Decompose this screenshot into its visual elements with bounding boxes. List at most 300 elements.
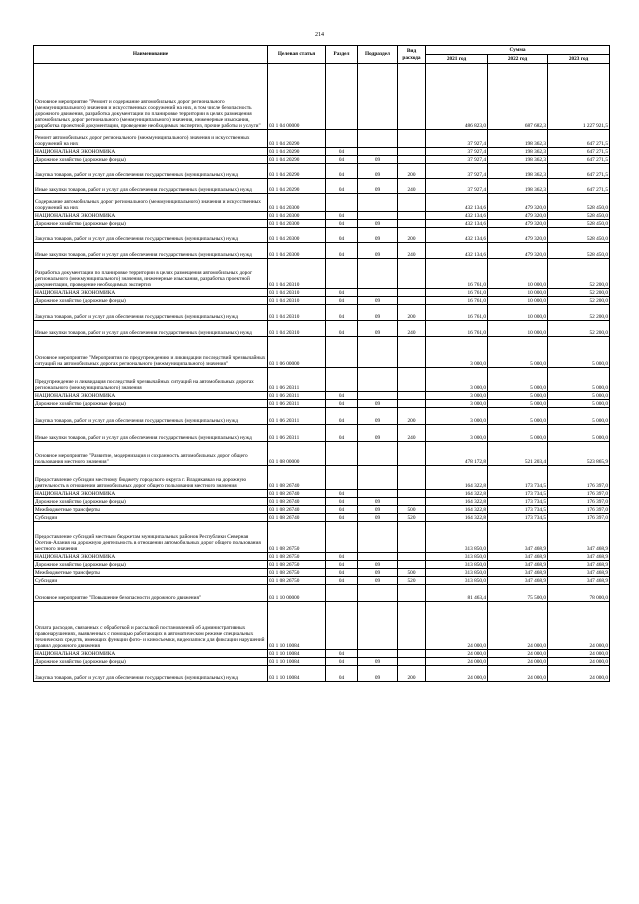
- row-expense-type-cell: 500: [398, 506, 426, 514]
- row-sum-2023-cell: 5 000,0: [548, 425, 610, 442]
- row-expense-type-cell: 200: [398, 666, 426, 682]
- row-subsection-cell: [358, 522, 398, 553]
- table-row: [34, 297, 610, 305]
- row-expense-type-cell: 500: [398, 569, 426, 577]
- table-row: [34, 650, 610, 658]
- row-expense-type-cell: 200: [398, 228, 426, 243]
- row-sum-2023-cell: 52 200,0: [548, 259, 610, 289]
- row-name-cell: Содержание автомобильных дорог регионального (межмуниципального) значения и искусственных сооружений на них: [34, 194, 268, 212]
- row-code-cell: 03 1 06 20311: [268, 425, 326, 442]
- row-name-cell: НАЦИОНАЛЬНАЯ ЭКОНОМИКА: [34, 289, 268, 297]
- row-sum-2023-cell: 176 397,0: [548, 498, 610, 506]
- row-sum-2021-cell: 164 322,8: [426, 466, 488, 490]
- row-section-cell: 04: [326, 289, 358, 297]
- row-subsection-cell: 09: [358, 666, 398, 682]
- row-expense-type-cell: 200: [398, 408, 426, 425]
- row-code-cell: 03 1 04 20290: [268, 164, 326, 179]
- row-section-cell: 04: [326, 164, 358, 179]
- row-sum-2021-cell: 3 000,0: [426, 400, 488, 408]
- page-number: 214: [315, 32, 324, 38]
- table-row: [34, 228, 610, 243]
- row-sum-2021-cell: 478 172,8: [426, 442, 488, 466]
- table-row: [34, 400, 610, 408]
- row-section-cell: 04: [326, 425, 358, 442]
- row-code-cell: 03 1 04 20310: [268, 297, 326, 305]
- row-code-cell: 03 1 08 26750: [268, 522, 326, 553]
- row-expense-type-cell: [398, 194, 426, 212]
- header-subsection: Подраздел: [358, 46, 398, 64]
- table-row: [34, 577, 610, 585]
- row-sum-2022-cell: 198 362,3: [488, 148, 548, 156]
- row-code-cell: 03 1 04 20300: [268, 243, 326, 259]
- row-sum-2021-cell: 313 850,0: [426, 561, 488, 569]
- row-sum-2022-cell: 24 000,0: [488, 658, 548, 666]
- table-row: [34, 561, 610, 569]
- table-row: [34, 408, 610, 425]
- row-section-cell: [326, 442, 358, 466]
- row-subsection-cell: 09: [358, 658, 398, 666]
- row-sum-2023-cell: 24 000,0: [548, 650, 610, 658]
- row-code-cell: 03 1 08 26750: [268, 569, 326, 577]
- row-sum-2021-cell: 3 000,0: [426, 337, 488, 368]
- row-section-cell: 04: [326, 577, 358, 585]
- row-sum-2022-cell: 347 468,9: [488, 577, 548, 585]
- table-row: [34, 522, 610, 553]
- row-sum-2021-cell: 313 850,0: [426, 577, 488, 585]
- row-expense-type-cell: [398, 658, 426, 666]
- row-sum-2021-cell: 3 000,0: [426, 392, 488, 400]
- row-sum-2021-cell: 37 927,4: [426, 130, 488, 148]
- row-expense-type-cell: [398, 289, 426, 297]
- table-row: [34, 156, 610, 164]
- row-expense-type-cell: [398, 156, 426, 164]
- header-year-2022: 2022 год: [488, 55, 548, 64]
- row-sum-2021-cell: 164 322,8: [426, 506, 488, 514]
- row-subsection-cell: 09: [358, 156, 398, 164]
- row-subsection-cell: [358, 368, 398, 392]
- row-sum-2023-cell: 647 271,5: [548, 156, 610, 164]
- row-code-cell: 03 1 04 20310: [268, 321, 326, 337]
- row-sum-2023-cell: 52 200,0: [548, 305, 610, 321]
- row-expense-type-cell: 520: [398, 514, 426, 522]
- row-code-cell: 03 1 06 20311: [268, 400, 326, 408]
- row-sum-2022-cell: 24 000,0: [488, 666, 548, 682]
- row-subsection-cell: 09: [358, 164, 398, 179]
- row-sum-2022-cell: 173 734,5: [488, 506, 548, 514]
- row-subsection-cell: [358, 650, 398, 658]
- row-section-cell: 04: [326, 400, 358, 408]
- row-sum-2021-cell: 16 761,0: [426, 289, 488, 297]
- row-code-cell: 03 1 08 26740: [268, 466, 326, 490]
- row-sum-2022-cell: 347 468,9: [488, 561, 548, 569]
- row-sum-2021-cell: 37 927,4: [426, 148, 488, 156]
- header-year-2023: 2023 год: [548, 55, 610, 64]
- row-sum-2021-cell: 16 761,0: [426, 259, 488, 289]
- row-name-cell: НАЦИОНАЛЬНАЯ ЭКОНОМИКА: [34, 490, 268, 498]
- row-name-cell: Основное мероприятие "Повышение безопасности дорожного движения": [34, 585, 268, 602]
- row-expense-type-cell: [398, 148, 426, 156]
- row-sum-2022-cell: 198 362,3: [488, 179, 548, 194]
- row-sum-2023-cell: 78 000,0: [548, 585, 610, 602]
- row-name-cell: Закупка товаров, работ и услуг для обеспечения государственных (муниципальных) нужд: [34, 666, 268, 682]
- row-expense-type-cell: 200: [398, 305, 426, 321]
- row-subsection-cell: [358, 194, 398, 212]
- row-sum-2023-cell: 176 397,0: [548, 490, 610, 498]
- row-code-cell: 03 1 04 00000: [268, 64, 326, 130]
- table-row: [34, 220, 610, 228]
- row-sum-2021-cell: 24 000,0: [426, 666, 488, 682]
- row-code-cell: 03 1 10 10084: [268, 658, 326, 666]
- row-name-cell: Межбюджетные трансферты: [34, 506, 268, 514]
- row-sum-2021-cell: 164 322,8: [426, 490, 488, 498]
- row-sum-2022-cell: 198 362,3: [488, 164, 548, 179]
- row-code-cell: 03 1 04 20300: [268, 228, 326, 243]
- row-code-cell: 03 1 08 26740: [268, 506, 326, 514]
- row-sum-2022-cell: 5 000,0: [488, 368, 548, 392]
- row-section-cell: 04: [326, 650, 358, 658]
- row-sum-2023-cell: 5 000,0: [548, 400, 610, 408]
- row-name-cell: Ремонт автомобильных дорог регионального (межмуниципального) значения и искусственных сооружений на них: [34, 130, 268, 148]
- row-name-cell: Предоставление субсидии местному бюджету городского округа г. Владикавказ на дорожную деятельность в отношении автомобильных дорог общего пользования местного значения: [34, 466, 268, 490]
- row-subsection-cell: 09: [358, 243, 398, 259]
- row-subsection-cell: [358, 553, 398, 561]
- row-subsection-cell: 09: [358, 179, 398, 194]
- row-name-cell: Дорожное хозяйство (дорожные фонды): [34, 156, 268, 164]
- row-sum-2022-cell: 10 000,0: [488, 297, 548, 305]
- table-row: [34, 164, 610, 179]
- row-subsection-cell: 09: [358, 506, 398, 514]
- table-row: [34, 602, 610, 650]
- row-sum-2022-cell: 521 203,4: [488, 442, 548, 466]
- row-code-cell: 03 1 06 20311: [268, 408, 326, 425]
- row-sum-2023-cell: 5 000,0: [548, 392, 610, 400]
- row-subsection-cell: [358, 64, 398, 130]
- row-code-cell: 03 1 08 26750: [268, 577, 326, 585]
- header-code: Целевая статья: [268, 46, 326, 64]
- row-code-cell: 03 1 08 00000: [268, 442, 326, 466]
- row-code-cell: 03 1 04 20300: [268, 194, 326, 212]
- row-sum-2022-cell: 173 734,5: [488, 498, 548, 506]
- row-sum-2023-cell: 523 865,9: [548, 442, 610, 466]
- row-name-cell: Оплата расходов, связанных с обработкой и рассылкой постановлений об административных правонарушениях, выявленных с помощью работающих в автоматическом режиме специальных технических средств, имеющих функции фото- и киносъемки, видеозаписи для фиксации нарушений правил дорожного движения: [34, 602, 268, 650]
- row-name-cell: Предупреждение и ликвидация последствий чрезвычайных ситуаций на автомобильных дорогах регионального (межмуниципального) значения: [34, 368, 268, 392]
- row-sum-2021-cell: 37 927,4: [426, 179, 488, 194]
- table-row: [34, 368, 610, 392]
- row-name-cell: Основное мероприятие "Мероприятия по предупреждению и ликвидации последствий чрезвычайных ситуаций на автомобильных дорогах регионального (межмуниципального) значения": [34, 337, 268, 368]
- row-code-cell: 03 1 08 26750: [268, 561, 326, 569]
- row-expense-type-cell: [398, 337, 426, 368]
- row-subsection-cell: [358, 337, 398, 368]
- row-expense-type-cell: [398, 64, 426, 130]
- row-section-cell: [326, 337, 358, 368]
- row-sum-2023-cell: 528 450,0: [548, 220, 610, 228]
- row-section-cell: [326, 602, 358, 650]
- table-row: [34, 179, 610, 194]
- table-row: [34, 425, 610, 442]
- row-name-cell: Закупка товаров, работ и услуг для обеспечения государственных (муниципальных) нужд: [34, 305, 268, 321]
- row-subsection-cell: [358, 259, 398, 289]
- row-expense-type-cell: 240: [398, 425, 426, 442]
- row-sum-2023-cell: 647 271,5: [548, 179, 610, 194]
- row-sum-2022-cell: 479 320,0: [488, 228, 548, 243]
- table-row: [34, 194, 610, 212]
- row-sum-2023-cell: 176 397,0: [548, 506, 610, 514]
- budget-table: [33, 45, 610, 682]
- row-sum-2021-cell: 3 000,0: [426, 368, 488, 392]
- row-sum-2021-cell: 432 134,6: [426, 228, 488, 243]
- row-expense-type-cell: 520: [398, 577, 426, 585]
- row-name-cell: Дорожное хозяйство (дорожные фонды): [34, 220, 268, 228]
- row-name-cell: Иные закупки товаров, работ и услуг для обеспечения государственных (муниципальных) нужд: [34, 179, 268, 194]
- row-sum-2023-cell: 5 000,0: [548, 337, 610, 368]
- row-section-cell: 04: [326, 392, 358, 400]
- row-expense-type-cell: [398, 297, 426, 305]
- row-sum-2021-cell: 16 761,0: [426, 321, 488, 337]
- row-sum-2023-cell: 528 450,0: [548, 243, 610, 259]
- table-row: [34, 64, 610, 130]
- table-row: [34, 506, 610, 514]
- row-section-cell: [326, 466, 358, 490]
- row-subsection-cell: 09: [358, 514, 398, 522]
- row-section-cell: 04: [326, 553, 358, 561]
- row-sum-2023-cell: 176 397,0: [548, 466, 610, 490]
- row-sum-2021-cell: 164 322,8: [426, 514, 488, 522]
- row-expense-type-cell: [398, 522, 426, 553]
- row-name-cell: НАЦИОНАЛЬНАЯ ЭКОНОМИКА: [34, 650, 268, 658]
- row-name-cell: Дорожное хозяйство (дорожные фонды): [34, 297, 268, 305]
- row-section-cell: [326, 64, 358, 130]
- row-subsection-cell: 09: [358, 305, 398, 321]
- row-code-cell: 03 1 04 20290: [268, 179, 326, 194]
- row-subsection-cell: [358, 392, 398, 400]
- row-code-cell: 03 1 08 26740: [268, 498, 326, 506]
- header-year-2021: 2021 год: [426, 55, 488, 64]
- row-sum-2023-cell: 528 450,0: [548, 194, 610, 212]
- row-sum-2023-cell: 52 200,0: [548, 321, 610, 337]
- row-sum-2023-cell: 24 000,0: [548, 658, 610, 666]
- row-expense-type-cell: [398, 498, 426, 506]
- row-expense-type-cell: [398, 650, 426, 658]
- table-row: [34, 490, 610, 498]
- row-sum-2021-cell: 313 850,0: [426, 553, 488, 561]
- row-subsection-cell: [358, 585, 398, 602]
- row-code-cell: 03 1 08 26740: [268, 514, 326, 522]
- row-section-cell: 04: [326, 498, 358, 506]
- row-name-cell: Основное мероприятие "Ремонт и содержание автомобильных дорог регионального (межмуниципального) значения и искусственных сооружений на них, в том числе безопасность дорожного движения, разработка документации по планировке территории в целях размещения автомобильных дорог регионального (межмуниципального) значения, инженерные изыскания, разработка проектной документации, проведение необходимых экспертиз, прочие работы и услуги": [34, 64, 268, 130]
- row-section-cell: 04: [326, 228, 358, 243]
- row-name-cell: Закупка товаров, работ и услуг для обеспечения государственных (муниципальных) нужд: [34, 408, 268, 425]
- row-subsection-cell: 09: [358, 228, 398, 243]
- row-sum-2022-cell: 5 000,0: [488, 392, 548, 400]
- row-sum-2021-cell: 81 463,4: [426, 585, 488, 602]
- row-expense-type-cell: [398, 392, 426, 400]
- row-subsection-cell: [358, 130, 398, 148]
- row-name-cell: Разработка документации по планировке территории в целях размещения автомобильных дорог регионального (межмуниципального) значения, инженерные изыскания, разработка проектной документации, проведение необходимых экспертиз: [34, 259, 268, 289]
- row-sum-2022-cell: 10 000,0: [488, 321, 548, 337]
- row-sum-2023-cell: 647 271,5: [548, 164, 610, 179]
- row-sum-2021-cell: 164 322,8: [426, 498, 488, 506]
- row-section-cell: [326, 259, 358, 289]
- row-sum-2021-cell: 24 000,0: [426, 650, 488, 658]
- row-sum-2023-cell: 647 271,5: [548, 130, 610, 148]
- row-sum-2021-cell: 3 000,0: [426, 425, 488, 442]
- row-sum-2022-cell: 347 468,9: [488, 569, 548, 577]
- row-sum-2022-cell: 24 000,0: [488, 602, 548, 650]
- row-subsection-cell: 09: [358, 577, 398, 585]
- row-name-cell: Дорожное хозяйство (дорожные фонды): [34, 561, 268, 569]
- row-sum-2022-cell: 75 500,0: [488, 585, 548, 602]
- row-section-cell: [326, 368, 358, 392]
- row-sum-2023-cell: 1 227 921,5: [548, 64, 610, 130]
- row-code-cell: 03 1 08 26740: [268, 490, 326, 498]
- row-expense-type-cell: [398, 212, 426, 220]
- row-sum-2023-cell: 24 000,0: [548, 666, 610, 682]
- row-subsection-cell: 09: [358, 425, 398, 442]
- row-name-cell: НАЦИОНАЛЬНАЯ ЭКОНОМИКА: [34, 212, 268, 220]
- table-body: [34, 64, 610, 682]
- header-sum: Сумма: [426, 46, 610, 55]
- row-expense-type-cell: [398, 130, 426, 148]
- row-expense-type-cell: [398, 466, 426, 490]
- row-sum-2023-cell: 347 468,9: [548, 522, 610, 553]
- row-code-cell: 03 1 04 20300: [268, 212, 326, 220]
- row-section-cell: 04: [326, 297, 358, 305]
- row-sum-2022-cell: 347 468,9: [488, 522, 548, 553]
- row-subsection-cell: 09: [358, 561, 398, 569]
- row-section-cell: 04: [326, 561, 358, 569]
- row-sum-2022-cell: 10 000,0: [488, 259, 548, 289]
- row-code-cell: 03 1 06 00000: [268, 337, 326, 368]
- row-sum-2022-cell: 5 000,0: [488, 408, 548, 425]
- row-sum-2022-cell: 479 320,0: [488, 212, 548, 220]
- row-sum-2021-cell: 24 000,0: [426, 602, 488, 650]
- table-row: [34, 212, 610, 220]
- row-sum-2022-cell: 5 000,0: [488, 400, 548, 408]
- row-sum-2023-cell: 5 000,0: [548, 368, 610, 392]
- row-name-cell: НАЦИОНАЛЬНАЯ ЭКОНОМИКА: [34, 553, 268, 561]
- row-name-cell: НАЦИОНАЛЬНАЯ ЭКОНОМИКА: [34, 148, 268, 156]
- row-subsection-cell: 09: [358, 498, 398, 506]
- row-section-cell: [326, 522, 358, 553]
- row-subsection-cell: [358, 490, 398, 498]
- row-section-cell: 04: [326, 243, 358, 259]
- row-section-cell: 04: [326, 569, 358, 577]
- row-subsection-cell: 09: [358, 400, 398, 408]
- row-sum-2022-cell: 5 000,0: [488, 337, 548, 368]
- row-sum-2022-cell: 347 468,9: [488, 553, 548, 561]
- row-section-cell: 04: [326, 666, 358, 682]
- row-subsection-cell: 09: [358, 408, 398, 425]
- row-sum-2022-cell: 198 362,3: [488, 130, 548, 148]
- row-section-cell: [326, 130, 358, 148]
- row-expense-type-cell: [398, 553, 426, 561]
- table-row: [34, 321, 610, 337]
- row-expense-type-cell: [398, 490, 426, 498]
- row-code-cell: 03 1 10 10084: [268, 602, 326, 650]
- row-sum-2022-cell: 5 000,0: [488, 425, 548, 442]
- row-section-cell: 04: [326, 321, 358, 337]
- row-subsection-cell: [358, 602, 398, 650]
- table-row: [34, 585, 610, 602]
- header-expense-type: Вид расхода: [398, 46, 426, 64]
- row-name-cell: Основное мероприятие "Развитие, модернизация и сохранность автомобильных дорог общего пользования местного значения": [34, 442, 268, 466]
- row-name-cell: Субсидии: [34, 514, 268, 522]
- table-row: [34, 553, 610, 561]
- row-expense-type-cell: [398, 368, 426, 392]
- row-sum-2021-cell: 3 000,0: [426, 408, 488, 425]
- row-sum-2023-cell: 347 468,9: [548, 553, 610, 561]
- row-expense-type-cell: [398, 442, 426, 466]
- row-sum-2021-cell: 37 927,4: [426, 164, 488, 179]
- table-row: [34, 130, 610, 148]
- row-sum-2021-cell: 16 761,0: [426, 297, 488, 305]
- table-row: [34, 569, 610, 577]
- row-sum-2021-cell: 432 134,6: [426, 220, 488, 228]
- row-sum-2022-cell: 479 320,0: [488, 243, 548, 259]
- row-name-cell: Иные закупки товаров, работ и услуг для обеспечения государственных (муниципальных) нужд: [34, 425, 268, 442]
- table-row: [34, 243, 610, 259]
- row-sum-2021-cell: 37 927,4: [426, 156, 488, 164]
- row-sum-2021-cell: 432 134,6: [426, 212, 488, 220]
- row-expense-type-cell: [398, 561, 426, 569]
- row-code-cell: 03 1 06 20311: [268, 392, 326, 400]
- row-sum-2022-cell: 24 000,0: [488, 650, 548, 658]
- row-sum-2023-cell: 347 468,9: [548, 561, 610, 569]
- row-name-cell: Межбюджетные трансферты: [34, 569, 268, 577]
- row-sum-2022-cell: 10 000,0: [488, 289, 548, 297]
- row-sum-2023-cell: 52 200,0: [548, 289, 610, 297]
- row-name-cell: НАЦИОНАЛЬНАЯ ЭКОНОМИКА: [34, 392, 268, 400]
- header-section: Раздел: [326, 46, 358, 64]
- row-code-cell: 03 1 04 20300: [268, 220, 326, 228]
- table-header: [34, 46, 610, 64]
- row-section-cell: 04: [326, 156, 358, 164]
- row-name-cell: Дорожное хозяйство (дорожные фонды): [34, 400, 268, 408]
- row-sum-2023-cell: 176 397,0: [548, 514, 610, 522]
- row-section-cell: 04: [326, 408, 358, 425]
- row-code-cell: 03 1 04 20310: [268, 289, 326, 297]
- table-row: [34, 259, 610, 289]
- row-subsection-cell: [358, 212, 398, 220]
- row-subsection-cell: 09: [358, 220, 398, 228]
- row-section-cell: [326, 194, 358, 212]
- row-name-cell: Субсидии: [34, 577, 268, 585]
- row-sum-2021-cell: 486 823,0: [426, 64, 488, 130]
- row-code-cell: 03 1 04 20290: [268, 130, 326, 148]
- row-section-cell: 04: [326, 212, 358, 220]
- row-expense-type-cell: 240: [398, 179, 426, 194]
- row-sum-2021-cell: 432 134,6: [426, 194, 488, 212]
- row-section-cell: [326, 585, 358, 602]
- row-name-cell: Закупка товаров, работ и услуг для обеспечения государственных (муниципальных) нужд: [34, 164, 268, 179]
- table-row: [34, 466, 610, 490]
- row-code-cell: 03 1 10 00000: [268, 585, 326, 602]
- table-row: [34, 498, 610, 506]
- row-sum-2023-cell: 347 468,9: [548, 569, 610, 577]
- row-code-cell: 03 1 06 20311: [268, 368, 326, 392]
- table-row: [34, 337, 610, 368]
- row-sum-2023-cell: 24 000,0: [548, 602, 610, 650]
- row-name-cell: Закупка товаров, работ и услуг для обеспечения государственных (муниципальных) нужд: [34, 228, 268, 243]
- row-section-cell: 04: [326, 305, 358, 321]
- row-sum-2023-cell: 528 450,0: [548, 228, 610, 243]
- row-sum-2022-cell: 173 734,5: [488, 490, 548, 498]
- table-row: [34, 305, 610, 321]
- row-sum-2022-cell: 687 682,3: [488, 64, 548, 130]
- row-name-cell: Дорожное хозяйство (дорожные фонды): [34, 498, 268, 506]
- row-sum-2021-cell: 16 761,0: [426, 305, 488, 321]
- row-sum-2022-cell: 198 362,3: [488, 156, 548, 164]
